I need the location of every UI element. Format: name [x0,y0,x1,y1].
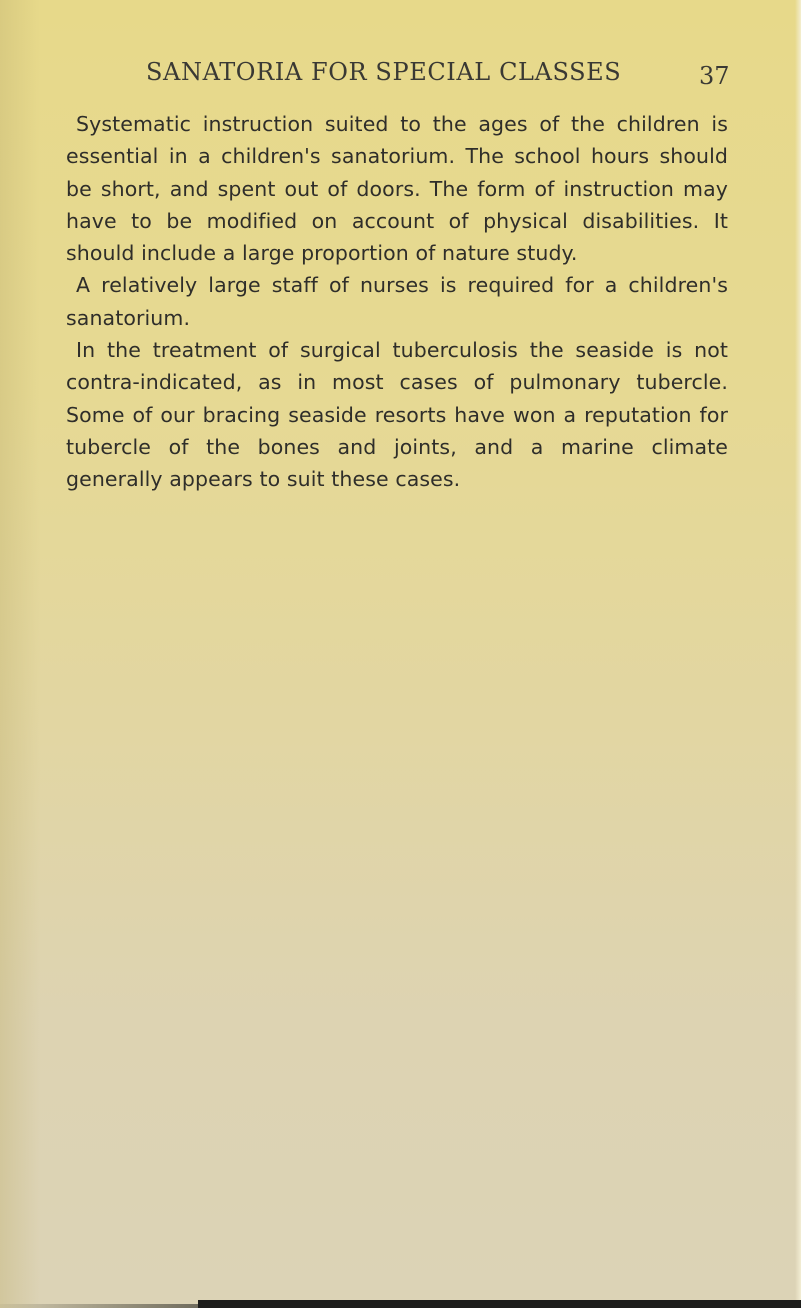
paragraph-nurses: A relatively large staff of nurses is required for a children's sanatorium. [66,273,728,330]
scan-edge [198,1300,801,1308]
page-edge [795,0,801,1308]
running-title: SANATORIA FOR SPECIAL CLASSES [146,58,622,86]
page-number: 37 [699,62,730,90]
paragraph-surgical-tuberculosis: In the treatment of surgical tuberculosis the seaside is not contra-indicated, as in most cases of pulmonary tubercle. Some of our bracing seaside resorts have won a reputation for tubercle of the bones and joints, and a marine climate generally appears to suit these cases. [66,338,728,492]
paragraph-instruction: Systematic instruction suited to the ages of the children is essential in a children's sanatorium. The school hours should be short, and spent out of doors. The form of instruction may have to be modified on account of physical disabilities. It should include a large proportion of nature study. [66,112,728,266]
body-text [66,108,728,496]
running-head [0,58,801,94]
page-gutter-shadow [0,0,40,1308]
scan-edge-thin [0,1304,198,1308]
